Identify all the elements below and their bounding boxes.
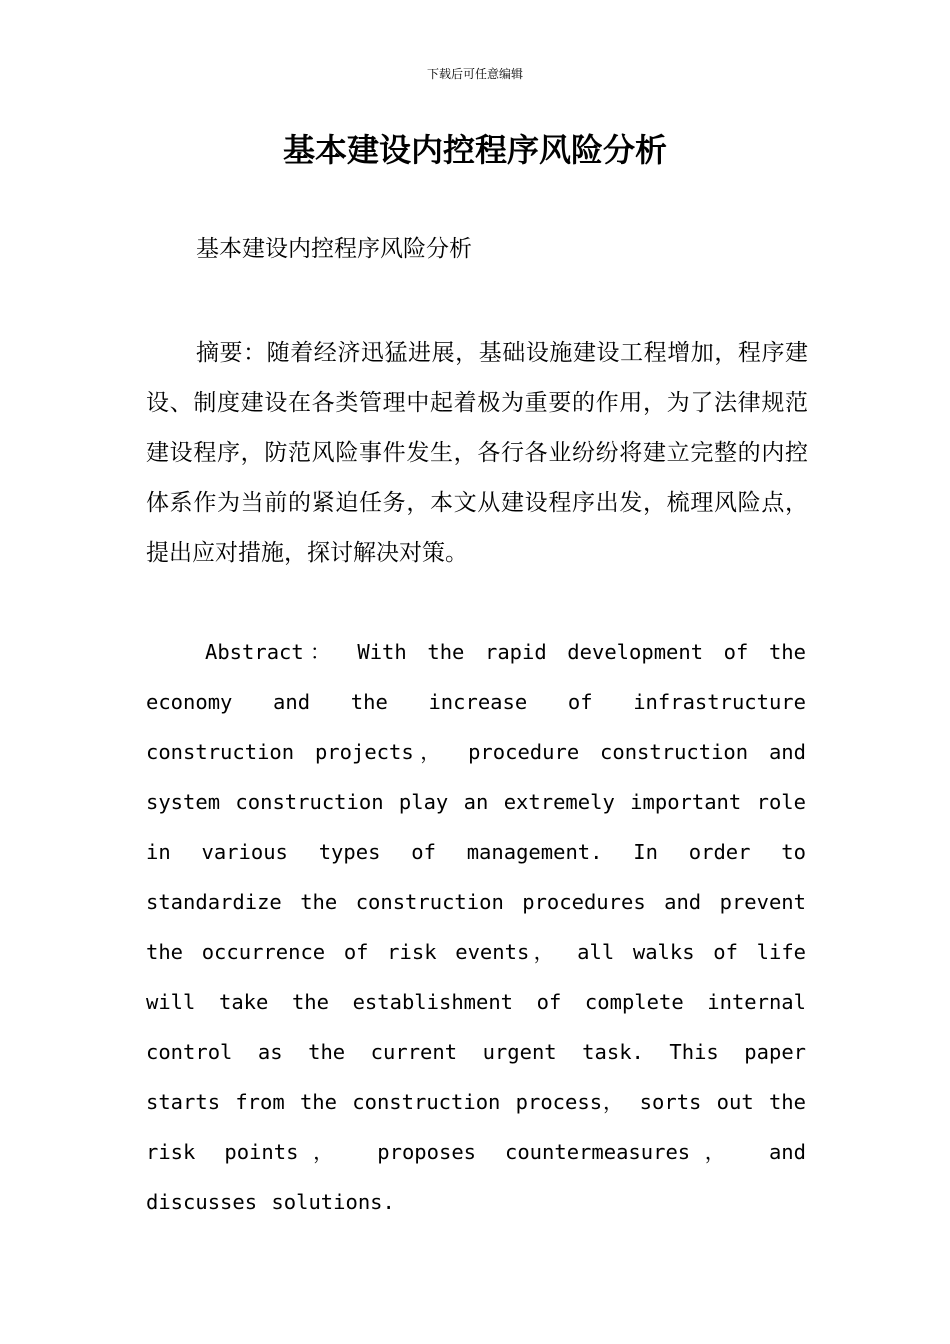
document-subtitle: 基本建设内控程序风险分析 xyxy=(196,236,472,262)
abstract-english: Abstract： With the rapid development of the economy and the increase of infrastructure construction projects， procedure construction and system construction play an extremely important role in various types of management. In order to standardize the construction procedures and prevent the occurrence of risk events， all walks of life will take the establishment of complete internal control as the current urgent task. This paper starts from the construction process， sorts out the risk points， proposes countermeasures， and discusses solutions. xyxy=(146,640,806,1214)
abstract-chinese: 摘要：随着经济迅猛进展，基础设施建设工程增加，程序建设、制度建设在各类管理中起着极为重要的作用，为了法律规范建设程序，防范风险事件发生，各行各业纷纷将建立完整的内控体系作为当前的紧迫任务，本文从建设程序出发，梳理风险点，提出应对措施，探讨解决对策。 xyxy=(146,340,808,566)
document-title: 基本建设内控程序风险分析 xyxy=(282,131,667,169)
page-header-note: 下载后可任意编辑 xyxy=(426,67,523,81)
